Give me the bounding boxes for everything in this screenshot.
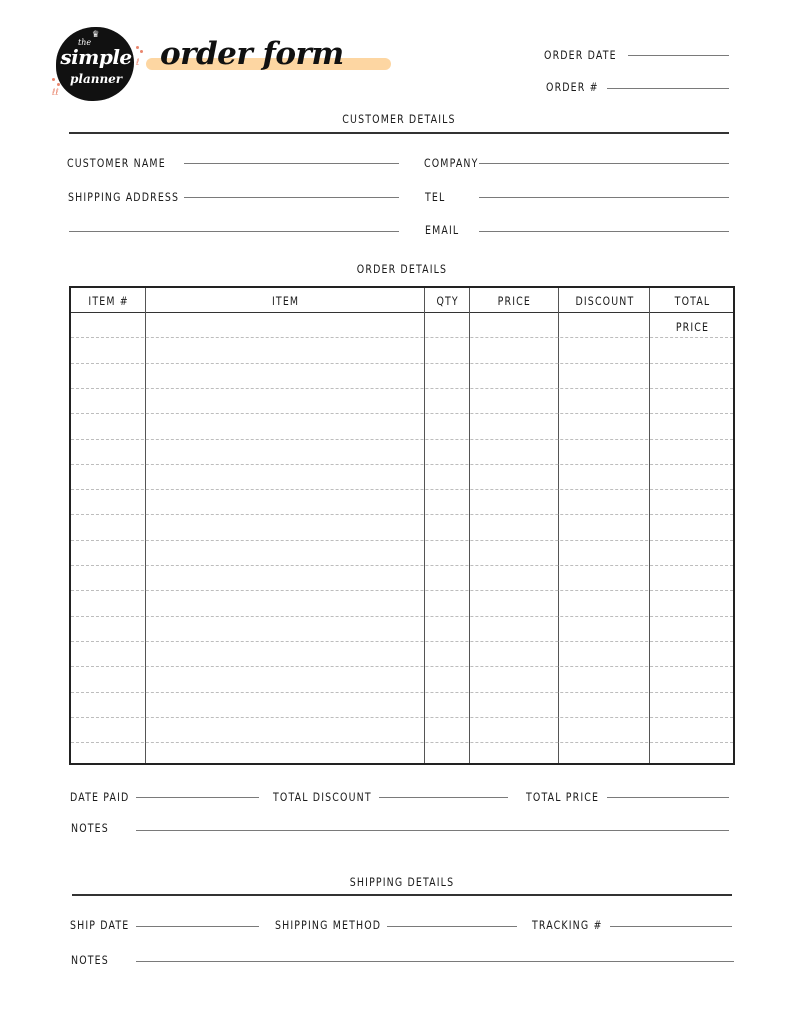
logo-text-simple: simple bbox=[60, 45, 132, 69]
order-number-label: ORDER # bbox=[546, 80, 599, 94]
shipping-details-heading: SHIPPING DETAILS bbox=[349, 875, 455, 889]
table-row[interactable] bbox=[71, 742, 733, 767]
table-row[interactable] bbox=[71, 489, 733, 514]
decor-dot-icon bbox=[52, 78, 55, 81]
order-items-table bbox=[69, 286, 735, 765]
customer-details-heading: CUSTOMER DETAILS bbox=[342, 112, 456, 126]
shipping-method-field[interactable] bbox=[387, 926, 517, 927]
shipping-notes-field[interactable] bbox=[136, 961, 734, 962]
column-header-discount: DISCOUNT bbox=[575, 294, 634, 308]
logo-text-the: the bbox=[78, 38, 92, 47]
shipping-address-line2-field[interactable] bbox=[69, 231, 399, 232]
column-header-total-price: TOTAL PRICE bbox=[674, 294, 711, 334]
company-label: COMPANY bbox=[424, 156, 479, 170]
table-row[interactable] bbox=[71, 666, 733, 691]
tel-label: TEL bbox=[425, 190, 446, 204]
shipping-method-label: SHIPPING METHOD bbox=[275, 918, 382, 932]
decor-dot-icon bbox=[136, 46, 139, 49]
shipping-address-label: SHIPPING ADDRESS bbox=[68, 190, 180, 204]
table-row[interactable] bbox=[71, 641, 733, 666]
shipping-address-field[interactable] bbox=[184, 197, 399, 198]
order-details-heading: ORDER DETAILS bbox=[356, 262, 448, 276]
tracking-number-label: TRACKING # bbox=[532, 918, 603, 932]
tracking-number-field[interactable] bbox=[610, 926, 732, 927]
table-row[interactable] bbox=[71, 590, 733, 615]
decor-dot-icon bbox=[57, 83, 60, 86]
tel-field[interactable] bbox=[479, 197, 729, 198]
crown-icon: ♛ bbox=[92, 30, 100, 40]
column-header-qty: QTY bbox=[436, 294, 459, 308]
decor-dot-icon bbox=[140, 50, 143, 53]
table-row[interactable] bbox=[71, 565, 733, 590]
table-row[interactable] bbox=[71, 388, 733, 413]
order-notes-field[interactable] bbox=[136, 830, 729, 831]
customer-name-field[interactable] bbox=[184, 163, 399, 164]
brand-logo bbox=[56, 27, 134, 101]
table-row[interactable] bbox=[71, 616, 733, 641]
date-paid-label: DATE PAID bbox=[70, 790, 130, 804]
decor-squiggle-icon: ℓℓ bbox=[52, 88, 59, 98]
table-row[interactable] bbox=[71, 514, 733, 539]
table-row[interactable] bbox=[71, 692, 733, 717]
column-header-item: ITEM bbox=[271, 294, 300, 308]
date-paid-field[interactable] bbox=[136, 797, 259, 798]
table-row[interactable] bbox=[71, 312, 733, 337]
total-price-label: TOTAL PRICE bbox=[526, 790, 600, 804]
section-divider bbox=[69, 132, 729, 134]
email-field[interactable] bbox=[479, 231, 729, 232]
shipping-notes-label: NOTES bbox=[71, 953, 109, 967]
email-label: EMAIL bbox=[425, 223, 460, 237]
total-price-field[interactable] bbox=[607, 797, 729, 798]
section-divider bbox=[72, 894, 732, 896]
table-header-row bbox=[71, 288, 733, 334]
order-notes-label: NOTES bbox=[71, 821, 109, 835]
table-row[interactable] bbox=[71, 464, 733, 489]
total-discount-label: TOTAL DISCOUNT bbox=[273, 790, 372, 804]
column-header-price: PRICE bbox=[497, 294, 532, 308]
order-date-field[interactable] bbox=[628, 55, 729, 56]
column-header-item-number: ITEM # bbox=[88, 294, 129, 308]
company-field[interactable] bbox=[479, 163, 729, 164]
order-date-label: ORDER DATE bbox=[544, 48, 617, 62]
ship-date-label: SHIP DATE bbox=[70, 918, 130, 932]
ship-date-field[interactable] bbox=[136, 926, 259, 927]
table-row[interactable] bbox=[71, 413, 733, 438]
table-row[interactable] bbox=[71, 717, 733, 742]
table-row[interactable] bbox=[71, 540, 733, 565]
decor-squiggle-icon: ℓ bbox=[136, 58, 140, 68]
order-number-field[interactable] bbox=[607, 88, 729, 89]
logo-text-planner: planner bbox=[70, 72, 123, 86]
customer-name-label: CUSTOMER NAME bbox=[67, 156, 166, 170]
page-title: order form bbox=[160, 36, 344, 72]
table-row[interactable] bbox=[71, 439, 733, 464]
table-row[interactable] bbox=[71, 363, 733, 388]
table-row[interactable] bbox=[71, 337, 733, 362]
total-discount-field[interactable] bbox=[379, 797, 508, 798]
